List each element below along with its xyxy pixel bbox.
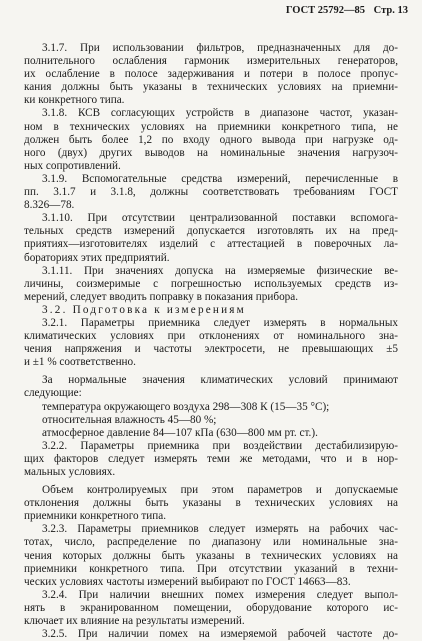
text-line: Объем контролируемых при этом параметров и допускаемые: [42, 484, 398, 497]
text-line: приемники конкретного типа.: [24, 510, 167, 523]
text-line: мерений, следует вводить поправку в показания прибора.: [24, 290, 299, 303]
list-item: относительная влажность 45—80 %;: [42, 413, 217, 426]
text-line: тотах, число, распределение по диапазону или номинальные зна-: [24, 536, 398, 549]
list-item: температура окружающего воздуха 298—308 К (15—35 °С);: [42, 400, 330, 413]
paragraph-3-2-5: [24, 628, 398, 641]
paragraph-3-1-9: [24, 173, 398, 212]
text-line: 3.2.1. Параметры приемника следует измерять в нормальных: [42, 316, 398, 329]
paragraph-3-2-4: [24, 589, 398, 628]
text-line: пп. 3.1.7 и 3.1.8, должны соответствовать требованиям ГОСТ: [24, 186, 398, 199]
page-body: [24, 42, 398, 641]
text-line: чения напряжения и частоты электросети, не превышающих ±5: [24, 343, 398, 356]
page-number: Стр. 13: [373, 5, 408, 16]
list-item: атмосферное давление 84—107 кПа (630—800 мм рт. ст.).: [42, 426, 318, 439]
paragraph-scope: [24, 484, 398, 523]
text-line: и ±1 % соответственно.: [24, 356, 136, 369]
text-line: мальных условиях.: [24, 466, 116, 478]
text-line: ки конкретного типа.: [24, 94, 125, 107]
text-line: бораториях этих предприятий.: [24, 251, 170, 264]
text-line: 3.1.11. При значениях допуска на измеряемые физические ве-: [42, 264, 398, 277]
text-line: ключает их влияние на результаты измерений.: [24, 615, 245, 628]
text-line: За нормальные значения климатических условий принимают: [42, 374, 398, 387]
paragraph-3-2-2: [24, 440, 398, 479]
text-line: 3.2.3. Параметры приемников следует измерять на рабочих час-: [42, 523, 398, 536]
text-line: чения которых должны быть указаны в технических условиях на: [24, 549, 398, 562]
text-line: щих факторов следует измерять теми же методами, что и в нор-: [24, 452, 398, 465]
text-line: 3.2.5. При наличии помех на измеряемой рабочей частоте до-: [42, 628, 398, 641]
paragraph-3-1-7: [24, 42, 398, 107]
text-line: 3.2.2. Параметры приемника при воздействии дестабилизирую-: [42, 439, 398, 452]
text-line: кания должны быть указаны в технических условиях на приемни-: [24, 81, 398, 94]
text-line: 3.1.7. При использовании фильтров, предназначенных для до-: [42, 42, 398, 54]
text-line: 3.1.9. Вспомогательные средства измерений, перечисленные в: [42, 172, 398, 185]
text-line: личины, соизмеримые с погрешностью используемых средств из-: [24, 277, 398, 290]
paragraph-3-1-11: [24, 265, 398, 304]
conditions-list: [24, 401, 398, 440]
text-line: климатических условиях при отклонениях от номинального зна-: [24, 330, 398, 343]
text-line: следующие:: [24, 387, 82, 400]
paragraph-3-2-1: [24, 317, 398, 369]
text-line: 8.326—78.: [24, 199, 75, 212]
text-line: 3.2.4. При наличии внешних помех измерения следует выпол-: [42, 588, 398, 601]
section-heading-3-2: 3.2. Подготовка к измерениям: [42, 303, 246, 316]
text-line: 3.1.8. КСВ согласующих устройств в диапазоне частот, указан-: [42, 107, 398, 120]
text-line: ном в технических условиях на приемники конкретного типа, не: [24, 120, 398, 133]
paragraph-3-1-10: [24, 212, 398, 264]
paragraph-3-1-8: [24, 107, 398, 172]
text-line: приемники конкретного типа. При отсутствии указаний в техни-: [24, 562, 398, 575]
text-line: нять в экранированном помещении, оборудование которого ис-: [24, 601, 398, 614]
text-line: полнительного ослабления гармоник измерительных генераторов,: [24, 55, 398, 68]
text-line: 3.1.10. При отсутствии централизованной поставки вспомога-: [42, 212, 398, 225]
page-header: [280, 5, 408, 16]
text-line: ческих условиях частоты измерений выбирают по ГОСТ 14663—83.: [24, 575, 351, 588]
text-line: приятиях—изготовителях изделий с аттестацией в поверочных ла-: [24, 238, 398, 251]
standard-number: ГОСТ 25792—85: [285, 5, 366, 16]
paragraph-normal-conditions: [24, 374, 398, 400]
text-line: их ослабление в полосе задерживания и потери в полосе пропус-: [24, 68, 398, 81]
text-line: ного (двух) других выводов на номинальные значения нагрузоч-: [24, 146, 398, 159]
paragraph-3-2-3: [24, 523, 398, 588]
text-line: должен быть более 1,2 по входу одного вывода при нагрузке од-: [24, 133, 398, 146]
text-line: тельных средств измерений допускается изготовлять их на пред-: [24, 225, 398, 238]
text-line: отклонения должны быть указаны в технических условиях на: [24, 497, 398, 510]
text-line: ных сопротивлений.: [24, 159, 121, 172]
